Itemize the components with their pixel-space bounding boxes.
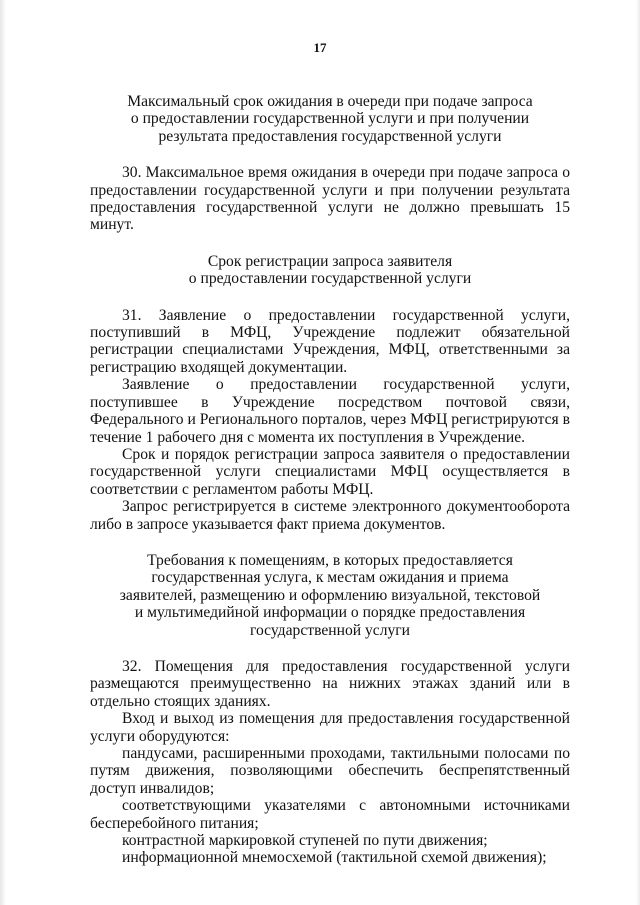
- heading-line: заявителей, размещению и оформлению визуальной, текстовой: [119, 586, 541, 604]
- list-item-tactile-scheme: информационной мнемосхемой (тактильной схемой движения);: [122, 849, 547, 867]
- heading-line: государственной услуги: [249, 621, 411, 639]
- paragraph-31: 31. Заявление о предоставлении государственной услуги, поступивший в МФЦ, Учреждение подлежит обязательной регистрации специалистами Учреждения, МФЦ, ответственными за регистрацию входящей документации.: [90, 306, 570, 376]
- scan-edge-left: [0, 0, 6, 905]
- heading-max-wait-time: [90, 93, 570, 145]
- heading-line: Требования к помещениям, в которых предоставляется: [147, 551, 513, 569]
- scan-edge-right: [636, 0, 640, 905]
- paragraph-32-entrance: Вход и выход из помещения для предоставления государственной услуги оборудуются:: [90, 710, 570, 745]
- paragraph-31-mfc: Срок и порядок регистрации запроса заявителя о предоставлении государственной услуги специалистами МФЦ осуществляется в соответствии с регламентом работы МФЦ.: [90, 445, 570, 498]
- heading-line: государственная услуга, к местам ожидания и приема: [151, 569, 509, 587]
- paragraph-30: 30. Максимальное время ожидания в очереди при подаче запроса о предоставлении государственной услуги и при получении результата предоставления государственной услуги не должно превышать 15 минут.: [90, 164, 570, 234]
- heading-premises-requirements: [90, 552, 570, 639]
- list-item-ramps: пандусами, расширенными проходами, тактильными полосами по путям движения, позволяющими обеспечить беспрепятственный доступ инвалидов;: [90, 745, 570, 797]
- paragraph-32: 32. Помещения для предоставления государственной услуги размещаются преимущественно на нижних этажах зданий или в отдельно стоящих зданиях.: [90, 657, 570, 710]
- paragraph-31-edms: Запрос регистрируется в системе электронного документооборота либо в запросе указывается факт приема документов.: [90, 498, 570, 533]
- heading-line: о предоставлении государственной услуги: [188, 270, 472, 288]
- list-item-step-marking: контрастной маркировкой ступеней по пути движения;: [122, 832, 488, 850]
- heading-line: и мультимедийной информации о порядке предоставления: [134, 604, 526, 622]
- heading-line: Срок регистрации запроса заявителя: [207, 252, 453, 270]
- heading-line: Максимальный срок ожидания в очереди при подаче запроса: [127, 93, 533, 110]
- document-body: [90, 93, 570, 867]
- list-item-signs: соответствующими указателями с автономными источниками бесперебойного питания;: [90, 797, 570, 832]
- heading-registration-term: [90, 253, 570, 288]
- heading-line: результата предоставления государственной услуги: [158, 127, 502, 145]
- page-number: 17: [313, 40, 327, 55]
- heading-line: о предоставлении государственной услуги и при получении: [130, 110, 530, 128]
- paragraph-31-postal: Заявление о предоставлении государственной услуги, поступившее в Учреждение посредством почтовой связи, Федерального и Регионального порталов, через МФЦ регистрируются в течение 1 рабочего дня с момента их поступления в Учреждение.: [90, 376, 570, 446]
